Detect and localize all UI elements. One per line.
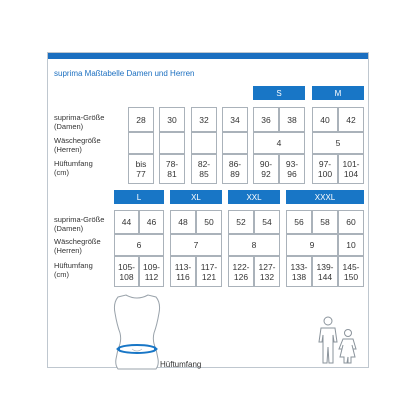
size-chart-panel xyxy=(47,52,369,368)
t1-waesche-empty-cell xyxy=(222,132,248,154)
size-header-l: L xyxy=(114,190,164,204)
t2-hip-cell: 109- 112 xyxy=(139,256,164,287)
t2-waesche-cell: 7 xyxy=(170,234,222,256)
t2-hip-cell: 105- 108 xyxy=(114,256,139,287)
t2-hip-cell: 113- 116 xyxy=(170,256,196,287)
t2-suprima-cell: 56 xyxy=(286,210,312,234)
t2-hip-cell: 127- 132 xyxy=(254,256,280,287)
t2-hip-cell: 133- 138 xyxy=(286,256,312,287)
t1-hip-cell: 78- 81 xyxy=(159,154,185,184)
t2-hip-cell: 117- 121 xyxy=(196,256,222,287)
t2-waesche-cell: 9 xyxy=(286,234,338,256)
t2-suprima-cell: 48 xyxy=(170,210,196,234)
torso-hip-measure-icon xyxy=(106,293,168,371)
t1-waesche-empty-cell xyxy=(191,132,217,154)
t1-waesche-empty-cell xyxy=(159,132,185,154)
t1-hip-cell: 97- 100 xyxy=(312,154,338,184)
size-header-xl: XL xyxy=(170,190,222,204)
size-header-xxxl: XXXL xyxy=(286,190,364,204)
top-accent-bar xyxy=(48,53,368,59)
t1-suprima-cell: 28 xyxy=(128,107,154,132)
t2-hip-cell: 139- 144 xyxy=(312,256,338,287)
label-waesche-size: Wäschegröße (Herren) xyxy=(54,136,101,154)
label-waesche-size: Wäschegröße (Herren) xyxy=(54,237,101,255)
chart-title: suprima Maßtabelle Damen und Herren xyxy=(54,69,195,78)
t2-suprima-cell: 58 xyxy=(312,210,338,234)
t1-hip-cell: bis 77 xyxy=(128,154,154,184)
t1-suprima-cell: 32 xyxy=(191,107,217,132)
t1-suprima-cell: 42 xyxy=(338,107,364,132)
size-header-s: S xyxy=(253,86,305,100)
adult-child-figure-icon xyxy=(314,315,362,365)
t2-waesche-cell: 6 xyxy=(114,234,164,256)
t2-suprima-cell: 44 xyxy=(114,210,139,234)
size-header-m: M xyxy=(312,86,364,100)
t1-waesche-empty-cell xyxy=(128,132,154,154)
t1-hip-cell: 101- 104 xyxy=(338,154,364,184)
t1-hip-cell: 90- 92 xyxy=(253,154,279,184)
label-hip-circumference: Hüftumfang (cm) xyxy=(54,159,93,177)
t2-suprima-cell: 54 xyxy=(254,210,280,234)
size-header-xxl: XXL xyxy=(228,190,280,204)
t1-suprima-cell: 40 xyxy=(312,107,338,132)
t1-hip-cell: 93- 96 xyxy=(279,154,305,184)
t2-suprima-cell: 52 xyxy=(228,210,254,234)
t1-suprima-cell: 36 xyxy=(253,107,279,132)
t1-suprima-cell: 34 xyxy=(222,107,248,132)
label-suprima-size: suprima-Größe (Damen) xyxy=(54,113,105,131)
label-suprima-size: suprima-Größe (Damen) xyxy=(54,215,105,233)
t2-waesche-cell: 8 xyxy=(228,234,280,256)
t1-suprima-cell: 30 xyxy=(159,107,185,132)
label-hip-circumference: Hüftumfang (cm) xyxy=(54,261,93,279)
t1-hip-cell: 86- 89 xyxy=(222,154,248,184)
t2-hip-cell: 122- 126 xyxy=(228,256,254,287)
t2-hip-cell: 145- 150 xyxy=(338,256,364,287)
t2-suprima-cell: 50 xyxy=(196,210,222,234)
t1-hip-cell: 82- 85 xyxy=(191,154,217,184)
t2-suprima-cell: 60 xyxy=(338,210,364,234)
t2-suprima-cell: 46 xyxy=(139,210,164,234)
t1-suprima-cell: 38 xyxy=(279,107,305,132)
t1-waesche-cell: 5 xyxy=(312,132,364,154)
t1-waesche-cell: 4 xyxy=(253,132,305,154)
t2-waesche-cell: 10 xyxy=(338,234,364,256)
hip-figure-label: Hüftumfang xyxy=(160,360,202,369)
